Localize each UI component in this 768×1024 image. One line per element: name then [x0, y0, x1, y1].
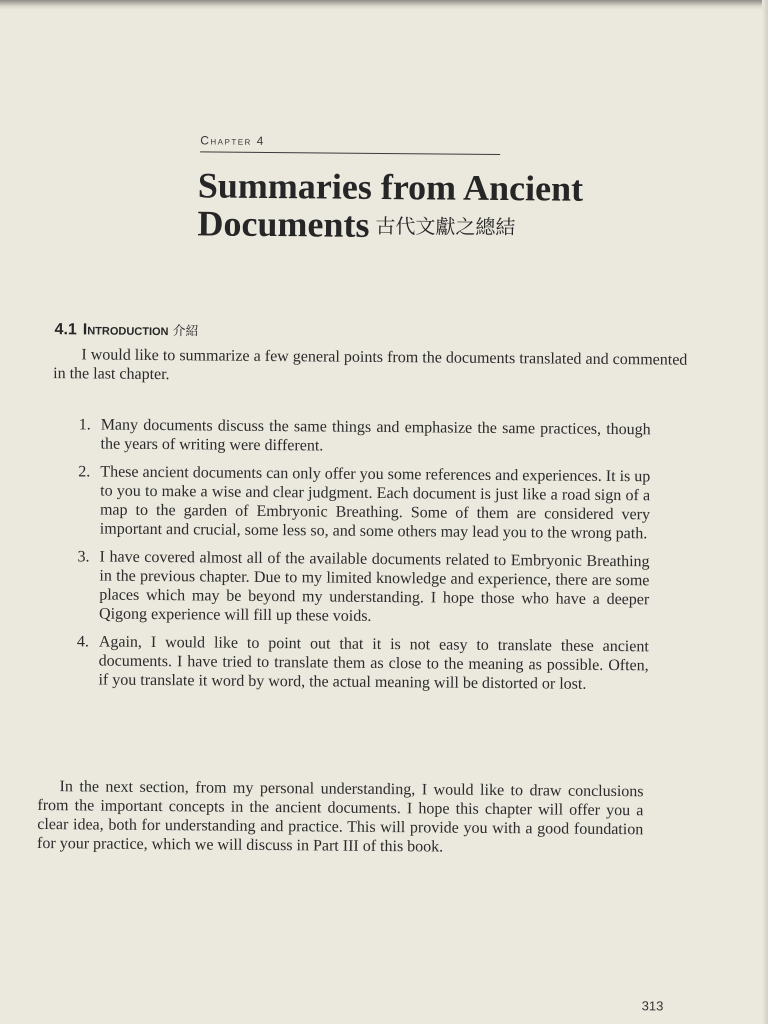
list-item-text: These ancient documents can only offer you some references and experiences. It is up to you to make a wise and clear judgment. Each document is just like a road sign of a map to the garden of Embryonic Breathing. Some of them are considered very important and crucial, some less so, and some others may lead you to the wrong path.	[99, 463, 651, 543]
page-number: 313	[641, 998, 664, 1014]
chapter-title	[197, 166, 668, 247]
list-item-number: 3.	[77, 548, 90, 566]
section-number: 4.1	[54, 321, 77, 339]
list-item-number: 1.	[78, 416, 91, 434]
chapter-title-line2: Documents	[197, 203, 370, 245]
list-item	[79, 415, 651, 458]
list-item-number: 4.	[76, 633, 89, 651]
section-heading	[54, 319, 198, 340]
list-item	[76, 632, 648, 694]
list-item-text: Many documents discuss the same things and emphasize the same practices, though the years of writing were different.	[100, 416, 651, 455]
numbered-list	[76, 415, 650, 703]
section-title-chinese: 介紹	[172, 324, 199, 340]
chapter-title-chinese: 古代文獻之總結	[375, 213, 516, 240]
list-item	[77, 547, 650, 628]
closing-paragraph: In the next section, from my personal understanding, I would like to draw conclusions from the important concepts in the ancient documents. I hope this chapter will offer you a clear idea, both for understanding and practice. This will provide you with a good foundation for your practice, which we will discuss in Part III of this book.	[37, 778, 644, 856]
list-item-text: I have covered almost all of the available documents related to Embryonic Breathing in the previous chapter. Due to my limited knowledge and experience, there are some places which may be beyond my understanding. I hope those who have a deeper Qigong experience will fill up these voids.	[99, 548, 650, 625]
chapter-title-line1: Summaries from Ancient	[197, 165, 584, 209]
section-title: Introduction	[82, 321, 169, 340]
list-item-text: Again, I would like to point out that it is not easy to translate these ancient documents. I have tried to translate them as close to the meaning as possible. Often, if you translate it word by word, the actual meaning will be distorted or lost.	[98, 633, 649, 693]
chapter-label	[200, 133, 500, 155]
list-item-number: 2.	[78, 463, 91, 481]
chapter-label-text: Chapter 4	[200, 133, 265, 148]
intro-paragraph: I would like to summarize a few general points from the documents translated and commented in the last chapter.	[53, 346, 688, 384]
chapter-title-line2-wrap	[197, 204, 667, 247]
list-item	[78, 462, 651, 543]
